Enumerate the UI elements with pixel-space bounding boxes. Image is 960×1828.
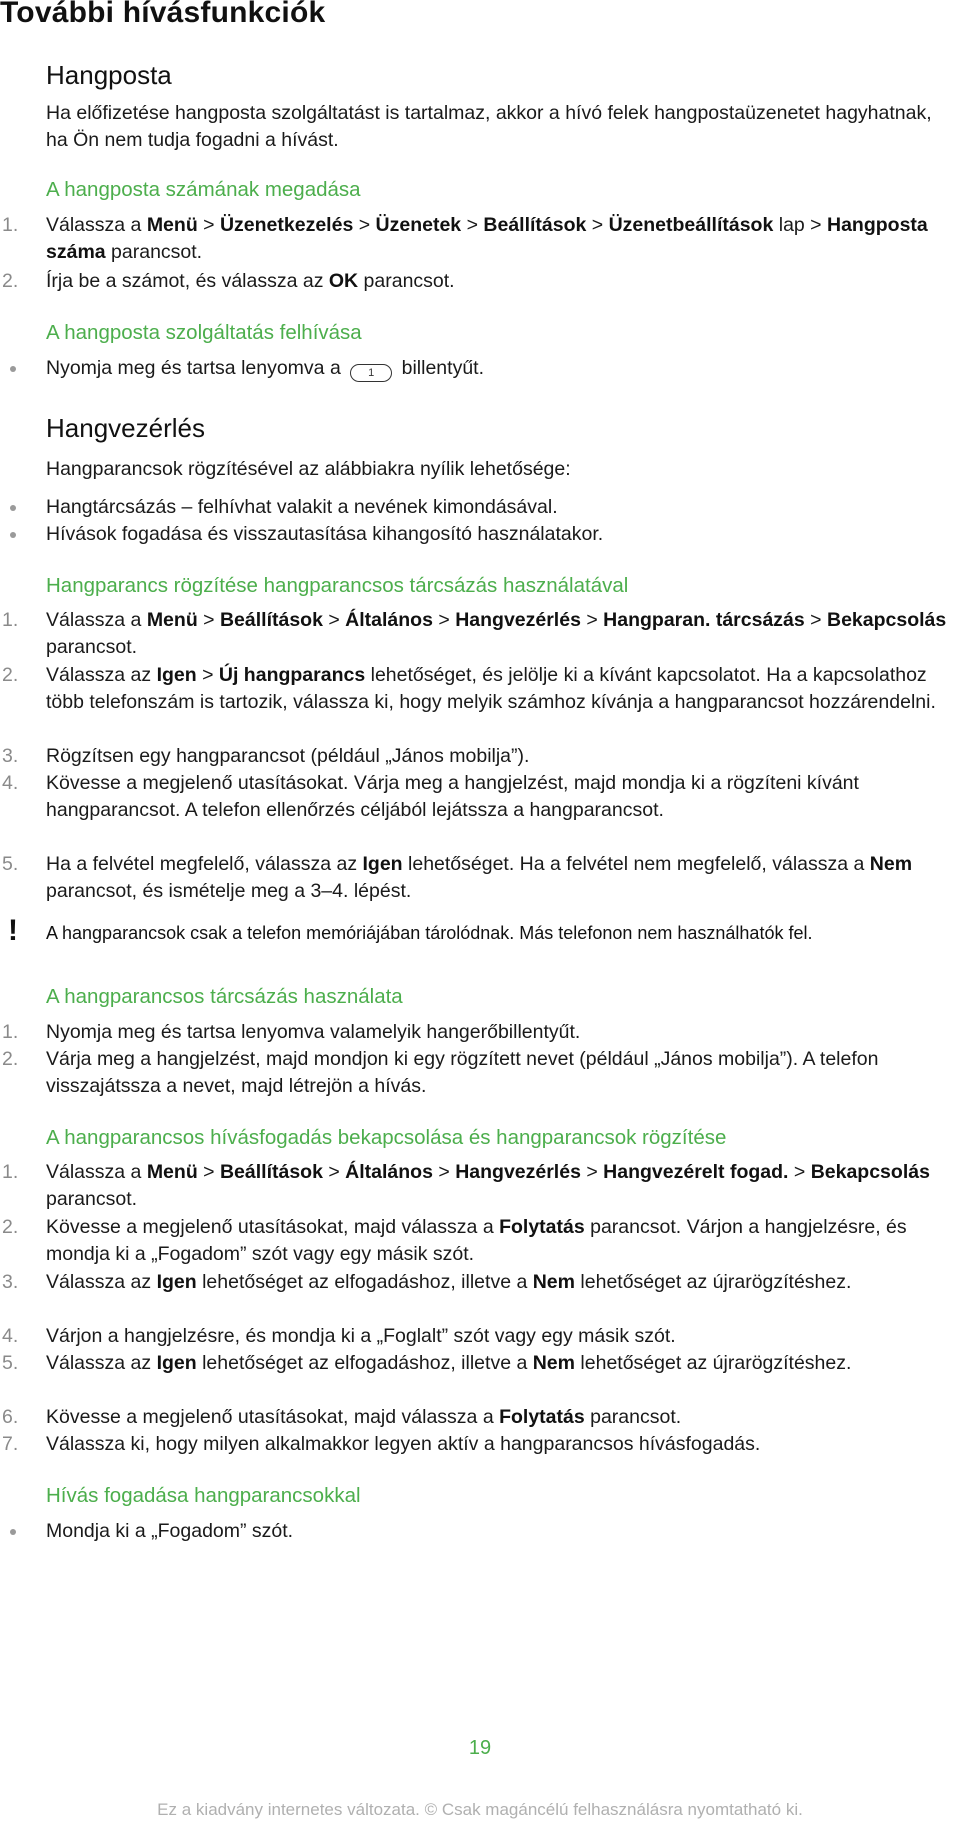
bullet-dot <box>10 505 16 511</box>
step-number: 2. <box>2 1216 19 1238</box>
page-number: 19 <box>468 1737 492 1759</box>
voicemail-intro: Ha előfizetése hangposta szolgáltatást is tartalmaz, akkor a hívó felek hangpostaüzenetet hagyhatnak, ha Ön nem tudja fogadni a hívást. <box>46 102 932 151</box>
step-number: 4. <box>2 1325 19 1347</box>
voicemail-heading: Hangposta <box>46 60 172 90</box>
answer-step-6: 6. Kövesse a megjelenő utasításokat, majd válassza a Folytatás parancsot. <box>46 1404 956 1431</box>
answer-step-3: 3. Válassza az Igen lehetőséget az elfogadáshoz, illetve a Nem lehetőséget az újrarögzítéshez. <box>46 1269 956 1296</box>
step-number: 7. <box>2 1433 19 1455</box>
voice-control-bullet-1: Hangtárcsázás – felhívhat valakit a nevének kimondásával. <box>46 494 956 521</box>
voice-control-intro: Hangparancsok rögzítésével az alábbiakra nyílik lehetősége: <box>46 458 571 480</box>
step-number: 3. <box>2 745 19 767</box>
bullet-dot <box>10 532 16 538</box>
call-voicemail-bullet: Nyomja meg és tartsa lenyomva a 1 billentyűt. <box>46 355 956 382</box>
step-number: 4. <box>2 772 19 794</box>
call-voicemail-heading: A hangposta szolgáltatás felhívása <box>46 321 362 344</box>
record-heading: Hangparancs rögzítése hangparancsos tárcsázás használatával <box>46 574 629 597</box>
footer-notice: Ez a kiadvány internetes változata. © Csak magáncélú felhasználásra nyomtatható ki. <box>157 1800 803 1819</box>
bullet-dot <box>10 366 16 372</box>
answer-heading: A hangparancsos hívásfogadás bekapcsolása és hangparancsok rögzítése <box>46 1126 727 1149</box>
enter-number-step-1: 1. Válassza a Menü > Üzenetkezelés > Üzenetek > Beállítások > Üzenetbeállítások lap > Hangposta száma parancsot. <box>2 214 928 263</box>
record-step-3: 3. Rögzítsen egy hangparancsot (például „János mobilja”). <box>46 743 956 770</box>
answer-step-1: 1. Válassza a Menü > Beállítások > Általános > Hangvezérlés > Hangvezérelt fogad. > Bekapcsolás parancsot. <box>2 1161 930 1210</box>
key-1-icon: 1 <box>350 364 392 382</box>
dial-heading: A hangparancsos tárcsázás használata <box>46 985 403 1008</box>
step-number: 3. <box>2 1271 19 1293</box>
step-number: 5. <box>2 1352 19 1374</box>
step-number: 1. <box>2 1021 19 1043</box>
step-number: 2. <box>2 1048 19 1070</box>
record-step-1: 1. Válassza a Menü > Beállítások > Általános > Hangvezérlés > Hangparan. tárcsázás > Bekapcsolás parancsot. <box>2 609 947 658</box>
record-step-2: 2. Válassza az Igen > Új hangparancs lehetőséget, és jelölje ki a kívánt kapcsolatot. Ha a kapcsolathoz több telefonszám is tartozik, válassza ki, hogy melyik számhoz kívánja a hangparancsot hozzárendelni. <box>2 664 936 713</box>
step-number: 1. <box>2 214 19 236</box>
answer-by-voice-heading: Hívás fogadása hangparancsokkal <box>46 1484 361 1507</box>
step-number: 1. <box>2 1161 19 1183</box>
voice-control-heading: Hangvezérlés <box>46 413 205 443</box>
enter-number-heading: A hangposta számának megadása <box>46 178 361 201</box>
enter-number-step-2: 2. Írja be a számot, és válassza az OK parancsot. <box>46 268 956 295</box>
dial-step-1: 1. Nyomja meg és tartsa lenyomva valamelyik hangerőbillentyűt. <box>46 1019 956 1046</box>
warning-icon: ! <box>8 914 18 947</box>
voice-control-bullet-2: Hívások fogadása és visszautasítása kihangosító használatakor. <box>46 521 956 548</box>
answer-step-4: 4. Várjon a hangjelzésre, és mondja ki a „Foglalt” szót vagy egy másik szót. <box>46 1323 956 1350</box>
step-number: 1. <box>2 609 19 631</box>
note-text: A hangparancsok csak a telefon memóriájában tárolódnak. Más telefonon nem használhatók fel. <box>46 923 813 943</box>
dial-step-2: 2. Várja meg a hangjelzést, majd mondjon ki egy rögzített nevet (például „János mobilja”). A telefon visszajátssza a nevet, majd létrejön a hívás. <box>2 1048 879 1097</box>
record-step-4: 4. Kövesse a megjelenő utasításokat. Várja meg a hangjelzést, majd mondja ki a rögzíteni kívánt hangparancsot. A telefon ellenőrzés céljából lejátssza a hangparancsot. <box>2 772 859 821</box>
page-title: További hívásfunkciók <box>0 0 326 29</box>
record-step-5: 5. Ha a felvétel megfelelő, válassza az Igen lehetőséget. Ha a felvétel nem megfelelő, válassza a Nem parancsot, és ismételje meg a 3–4. lépést. <box>2 853 913 902</box>
answer-by-voice-bullet: Mondja ki a „Fogadom” szót. <box>46 1518 956 1545</box>
bullet-dot <box>10 1529 16 1535</box>
answer-step-2: 2. Kövesse a megjelenő utasításokat, majd válassza a Folytatás parancsot. Várjon a hangjelzésre, és mondja ki a „Fogadom” szót vagy egy másik szót. <box>2 1216 907 1265</box>
step-number: 5. <box>2 853 19 875</box>
step-number: 2. <box>2 664 19 686</box>
answer-step-5: 5. Válassza az Igen lehetőséget az elfogadáshoz, illetve a Nem lehetőséget az újrarögzítéshez. <box>46 1350 956 1377</box>
step-number: 2. <box>2 270 19 292</box>
step-number: 6. <box>2 1406 19 1428</box>
answer-step-7: 7. Válassza ki, hogy milyen alkalmakkor legyen aktív a hangparancsos hívásfogadás. <box>46 1431 956 1458</box>
